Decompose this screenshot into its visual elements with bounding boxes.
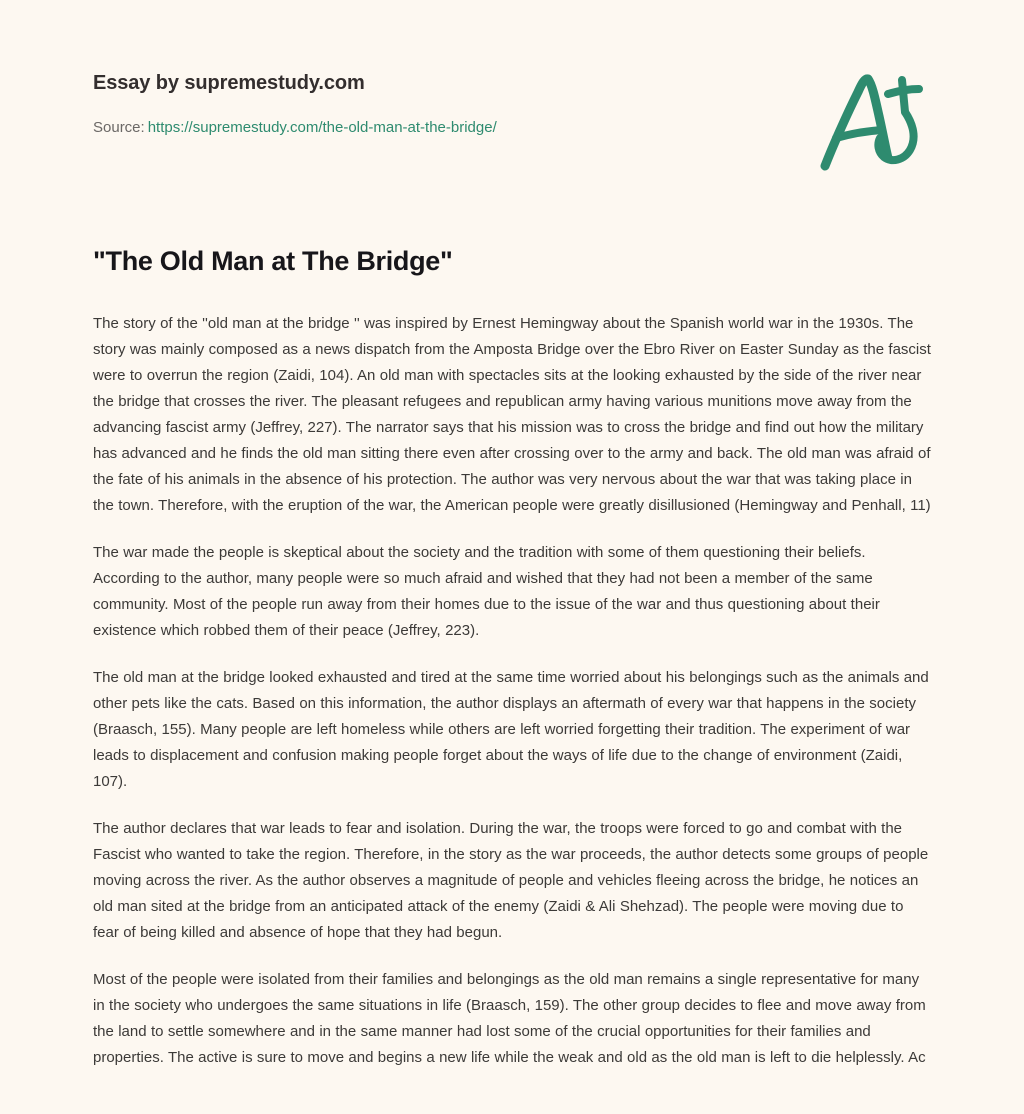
paragraph: The author declares that war leads to fear and isolation. During the war, the troops were forced to go and combat with the Fascist who wanted to take the region. Therefore, in the story as the war proceeds, the author detects some groups of people moving across the river. As the author observes a magnitude of people and vehicles fleeing across the bridge, he notices an old man sited at the bridge from an anticipated attack of the enemy (Zaidi & Ali Shehzad). The people were moving due to fear of being killed and absence of hope that they had begun. <box>93 820 929 941</box>
a-plus-logo-icon <box>812 68 932 172</box>
source-url-link[interactable]: https://supremestudy.com/the-old-man-at-the-bridge/ <box>147 119 497 136</box>
essay-body <box>93 311 931 1071</box>
paragraph: Most of the people were isolated from their families and belongings as the old man remains a single representative for many in the society who undergoes the same situations in life (Braasch, 159). The other group decides to flee and move away from the land to settle somewhere and in the same manner had lost some of the crucial opportunities for their families and properties. The active is sure to move and begins a new life while the weak and old as the old man is left to die helplessly. Ac <box>93 971 926 1066</box>
paragraph: The story of the ''old man at the bridge '' was inspired by Ernest Hemingway about the Spanish world war in the 1930s. The story was mainly composed as a news dispatch from the Amposta Bridge over the Ebro River on Easter Sunday as the fascist were to overrun the region (Zaidi, 104). An old man with spectacles sits at the looking exhausted by the side of the river near the bridge that crosses the river. The pleasant refugees and republican army having various munitions move away from the advancing fascist army (Jeffrey, 227). The narrator says that his mission was to cross the bridge and find out how the military has advanced and he finds the old man sitting there even after crossing over to the army and back. The old man was afraid of the fate of his animals in the absence of his protection. The author was very nervous about the war that was taking place in the town. Therefore, with the eruption of the war, the American people were greatly disillusioned (Hemingway and Penhall, 11) <box>93 315 931 514</box>
page-title: "The Old Man at The Bridge" <box>93 246 453 276</box>
page-header <box>93 70 931 139</box>
source-label: Source: <box>93 119 145 136</box>
paragraph: The war made the people is skeptical about the society and the tradition with some of them questioning their beliefs. According to the author, many people were so much afraid and wished that they had not been a member of the same community. Most of the people run away from their homes due to the issue of the war and thus questioning about their existence which robbed them of their peace (Jeffrey, 223). <box>93 544 880 639</box>
site-heading: Essay by supremestudy.com <box>93 72 365 94</box>
a-plus-logo[interactable] <box>812 68 932 172</box>
source-line <box>93 117 931 139</box>
paragraph: The old man at the bridge looked exhausted and tired at the same time worried about his belongings such as the animals and other pets like the cats. Based on this information, the author displays an aftermath of every war that happens in the society (Braasch, 155). Many people are left homeless while others are left worried forgetting their tradition. The experiment of war leads to displacement and confusion making people forget about the ways of life due to the change of environment (Zaidi, 107). <box>93 669 929 790</box>
